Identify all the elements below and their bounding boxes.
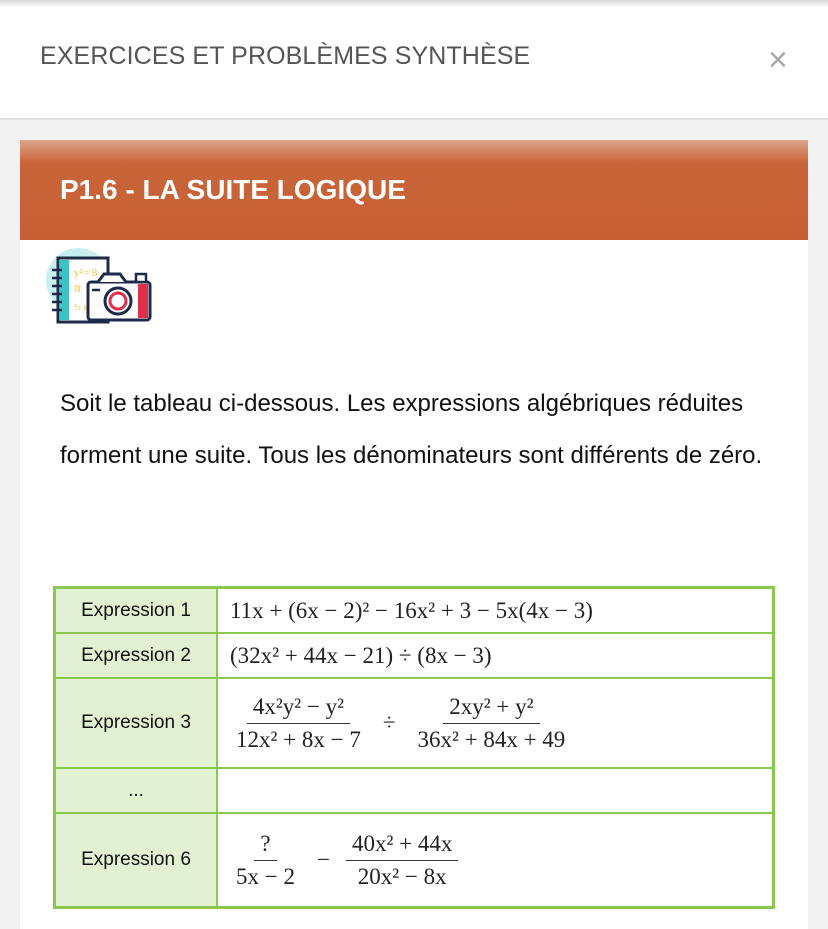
operator: − xyxy=(316,847,330,872)
svg-text:π: π xyxy=(74,281,82,296)
top-shadow xyxy=(0,0,828,8)
expression-value xyxy=(217,678,774,768)
problem-title: P1.6 - LA SUITE LOGIQUE xyxy=(60,174,406,205)
problem-statement: Soit le tableau ci-dessous. Les expressions algébriques réduites forment une suite. Tous les dénominateurs sont différents de zéro. xyxy=(60,390,763,469)
math-notebook-camera-icon xyxy=(44,244,154,324)
row-label: ... xyxy=(55,768,218,813)
denominator: 12x² + 8x − 7 xyxy=(236,726,361,752)
expression-value xyxy=(217,813,774,908)
close-icon[interactable]: × xyxy=(768,41,788,79)
denominator: 36x² + 84x + 49 xyxy=(417,726,566,752)
table-row xyxy=(55,588,774,634)
row-label: Expression 1 xyxy=(55,588,218,634)
table-row xyxy=(55,633,774,678)
fraction xyxy=(411,694,571,753)
row-label: Expression 6 xyxy=(55,813,218,908)
problem-banner xyxy=(20,140,808,240)
row-label: Expression 3 xyxy=(55,678,218,768)
operator: ÷ xyxy=(382,710,396,735)
table-row xyxy=(55,813,774,908)
problem-card xyxy=(20,140,808,929)
row-label: Expression 2 xyxy=(55,633,218,678)
numerator: 2xy² + y² xyxy=(443,694,539,724)
table-row xyxy=(55,678,774,768)
numerator: ? xyxy=(254,831,276,861)
expression-value: (32x² + 44x − 21) ÷ (8x − 3) xyxy=(217,633,774,678)
fraction xyxy=(230,831,301,890)
svg-text:y²= 8: y²= 8 xyxy=(74,267,98,279)
denominator: 5x − 2 xyxy=(236,863,295,889)
denominator: 20x² − 8x xyxy=(357,863,447,889)
table-row xyxy=(55,768,774,813)
fraction xyxy=(346,831,458,890)
expressions-table xyxy=(53,586,775,909)
expression-value xyxy=(217,768,774,813)
fraction xyxy=(230,694,367,753)
svg-text:½ x: ½ x xyxy=(74,302,88,312)
numerator: 4x²y² − y² xyxy=(247,694,350,724)
numerator: 40x² + 44x xyxy=(346,831,458,861)
modal-title: EXERCICES ET PROBLÈMES SYNTHÈSE xyxy=(40,42,531,70)
expression-value: 11x + (6x − 2)² − 16x² + 3 − 5x(4x − 3) xyxy=(217,588,774,634)
modal-header xyxy=(0,0,828,120)
